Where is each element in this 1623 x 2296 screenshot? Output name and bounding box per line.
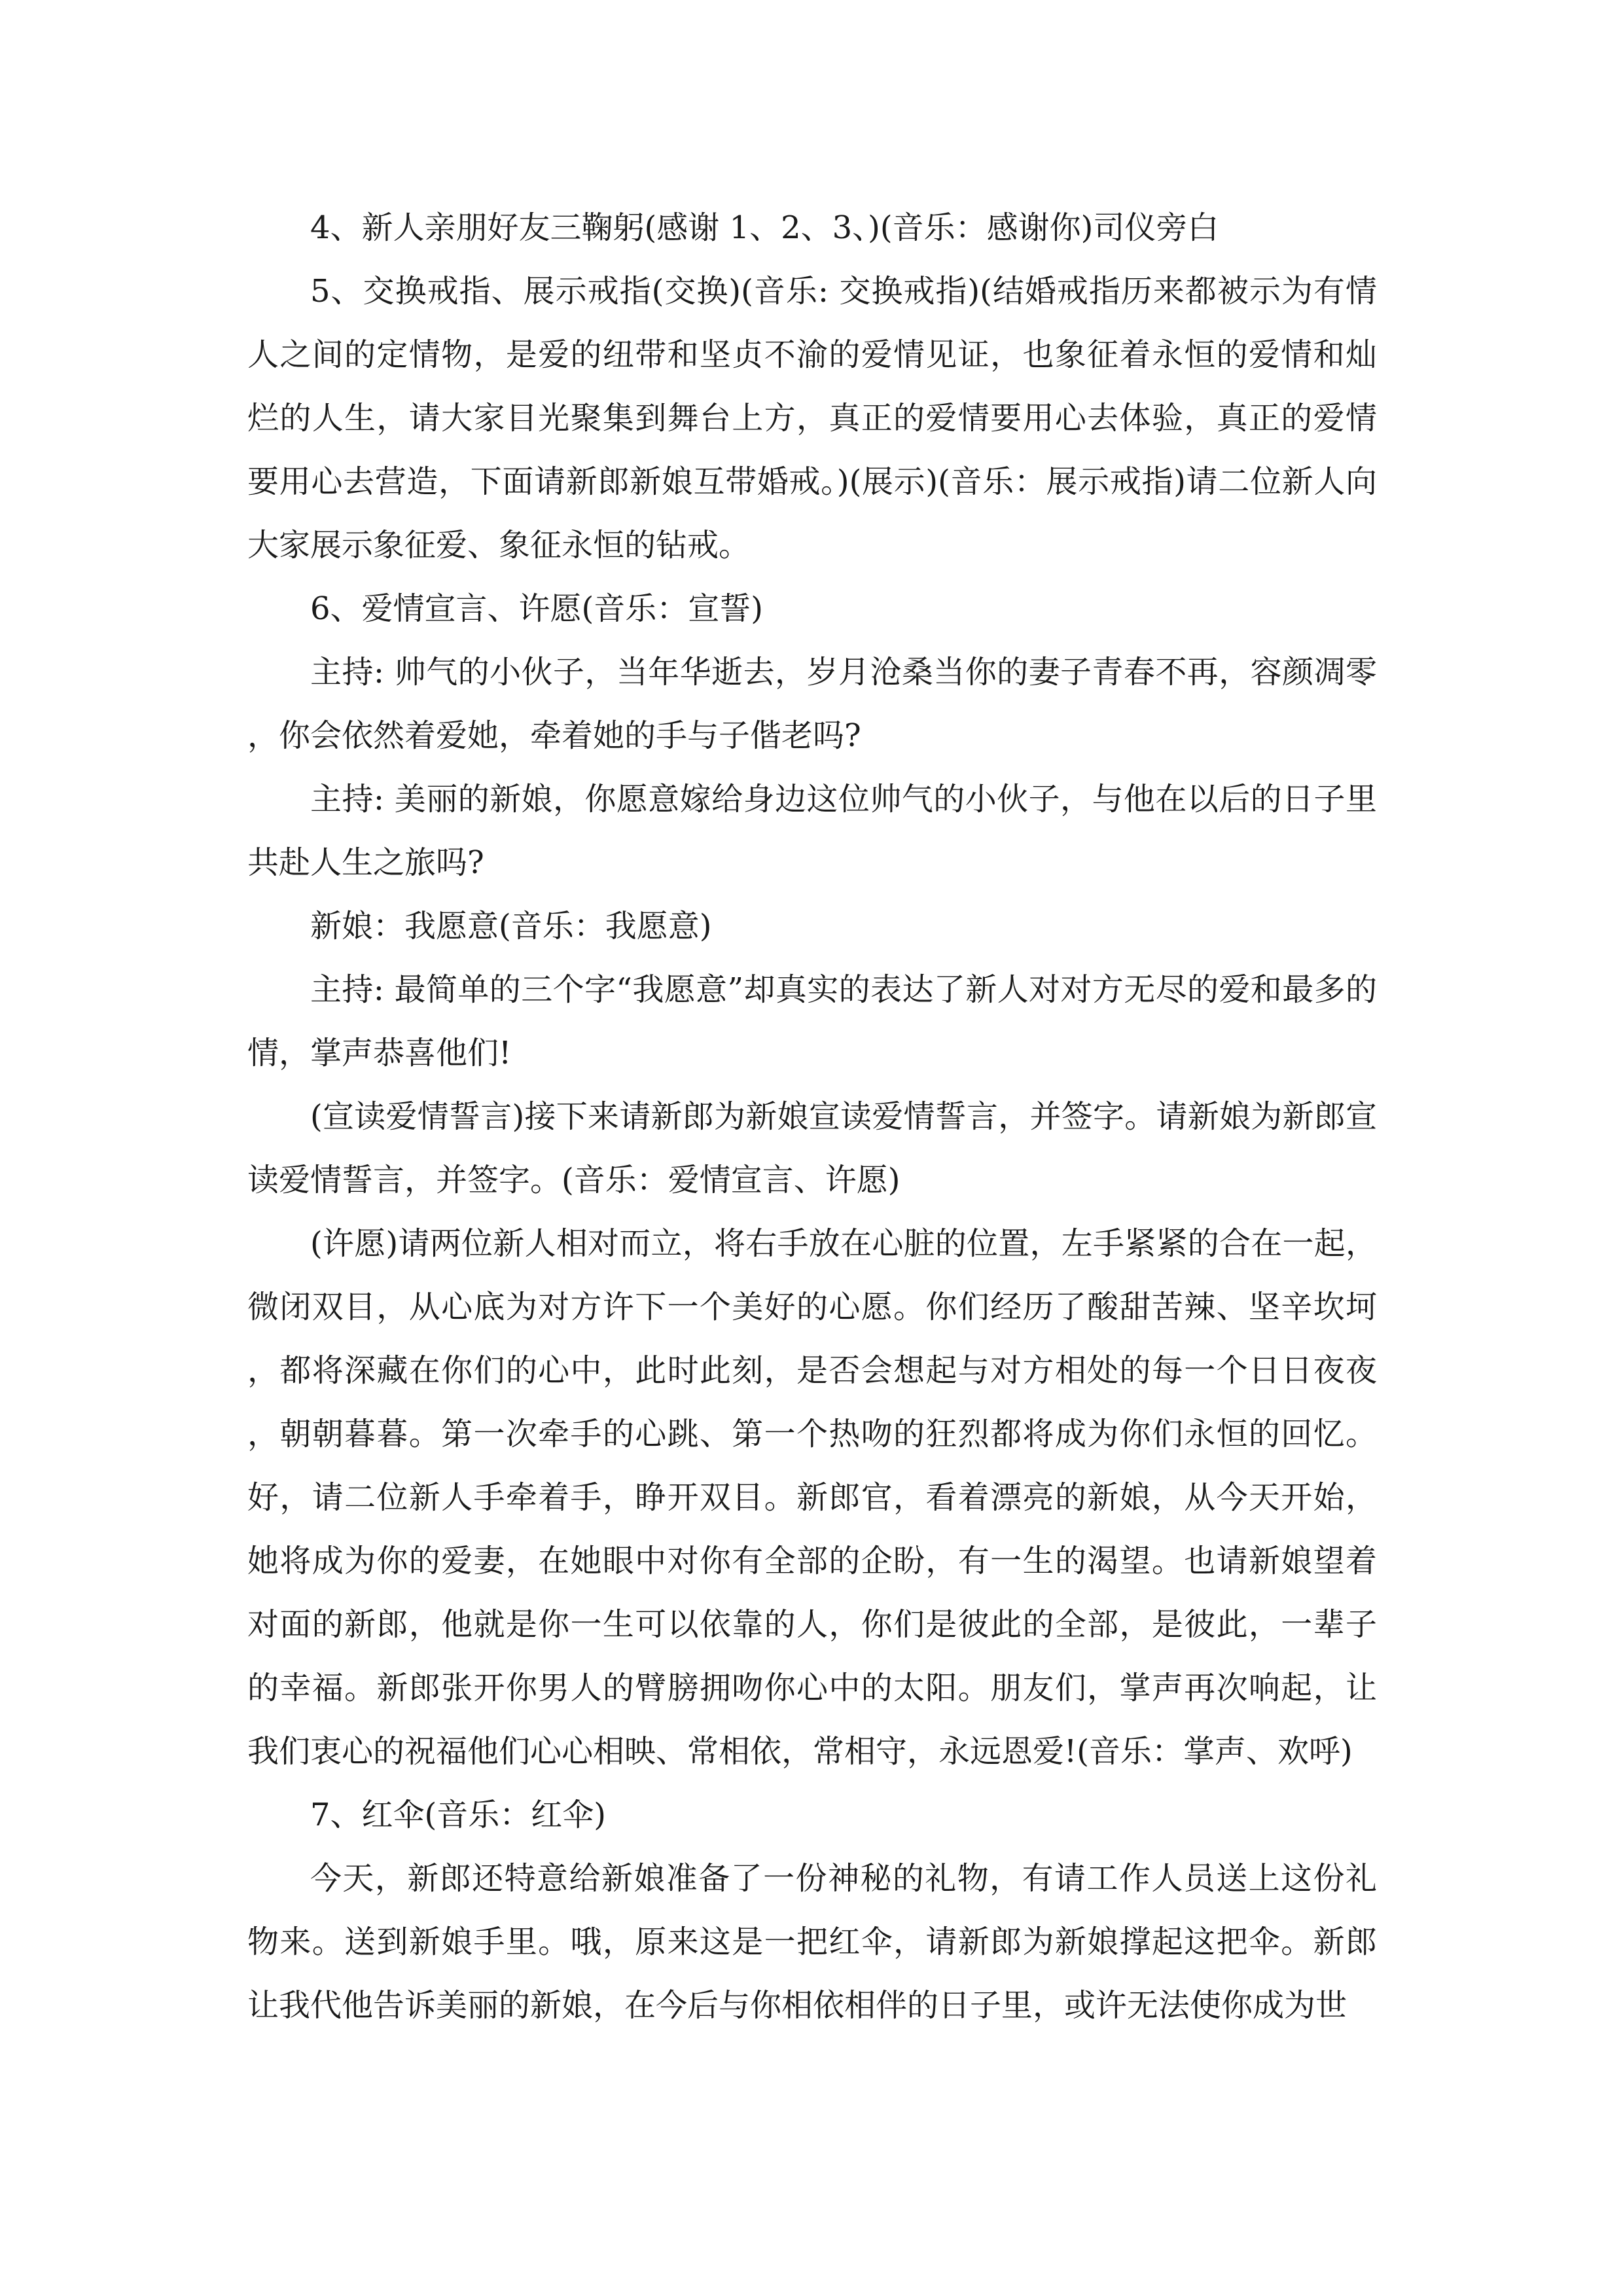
paragraph-red-umbrella-heading: 7、红伞(音乐：红伞): [310, 1797, 606, 1833]
paragraph-red-umbrella: 今天，新郎还特意给新娘准备了一份神秘的礼物，有请工作人员送上这份礼物来。送到新娘手里。哦，原来这是一把红伞，请新郎为新娘撑起这把伞。新郎让我代他告诉美丽的新娘，在今后与你相依相伴的日子里，或许无法使你成为世: [247, 1860, 1377, 2024]
paragraph-bride-answer: 新娘：我愿意(音乐：我愿意): [310, 908, 712, 944]
paragraph-host-groom-question: 主持: 帅气的小伙子，当年华逝去，岁月沧桑当你的妻子青春不再，容颜凋零，你会依然着爱她，牵着她的手与子偕老吗?: [247, 654, 1377, 754]
paragraph-host-bride-question: 主持: 美丽的新娘，你愿意嫁给身边这位帅气的小伙子，与他在以后的日子里共赴人生之旅吗?: [247, 781, 1377, 881]
paragraph-read-vows: (宣读爱情誓言)接下来请新郎为新娘宣读爱情誓言，并签字。请新娘为新郎宣读爱情誓言，并签字。(音乐：爱情宣言、许愿): [247, 1098, 1377, 1198]
paragraph-vow-heading: 6、爱情宣言、许愿(音乐：宣誓): [310, 590, 763, 627]
paragraph-make-wish: (许愿)请两位新人相对而立，将右手放在心脏的位置，左手紧紧的合在一起，微闭双目，从心底为对方许下一个美好的心愿。你们经历了酸甜苦辣、坚辛坎坷，都将深藏在你们的心中，此时此刻，是否会想起与对方相处的每一个日日夜夜，朝朝暮暮。第一次牵手的心跳、第一个热吻的狂烈都将成为你们永恒的回忆。好，请二位新人手牵着手，睁开双目。新郎官，看着漂亮的新娘，从今天开始，她将成为你的爱妻，在她眼中对你有全部的企盼，有一生的渴望。也请新娘望着对面的新郎，他就是你一生可以依靠的人，你们是彼此的全部，是彼此，一辈子的幸福。新郎张开你男人的臂膀拥吻你心中的太阳。朋友们，掌声再次响起，让我们衷心的祝福他们心心相映、常相依，常相守，永远恩爱!(音乐：掌声、欢呼): [247, 1225, 1377, 1770]
paragraph-ring-exchange: 5、交换戒指、展示戒指(交换)(音乐: 交换戒指)(结婚戒指历来都被示为有情人之间的定情物，是爱的纽带和坚贞不渝的爱情见证，也象征着永恒的爱情和灿烂的人生，请大家目光聚集到舞台上方，真正的爱情要用心去体验，真正的爱情要用心去营造，下面请新郎新娘互带婚戒。)(展示)(音乐：展示戒指)请二位新人向大家展示象征爱、象征永恒的钻戒。: [247, 273, 1377, 564]
paragraph-host-congrats: 主持: 最简单的三个字“我愿意”却真实的表达了新人对对方无尽的爱和最多的情，掌声恭喜他们!: [247, 971, 1377, 1071]
document-body: [247, 196, 1377, 2037]
paragraph-bow-thanks: 4、新人亲朋好友三鞠躬(感谢 1、2、3、)(音乐：感谢你)司仪旁白: [310, 209, 1219, 246]
